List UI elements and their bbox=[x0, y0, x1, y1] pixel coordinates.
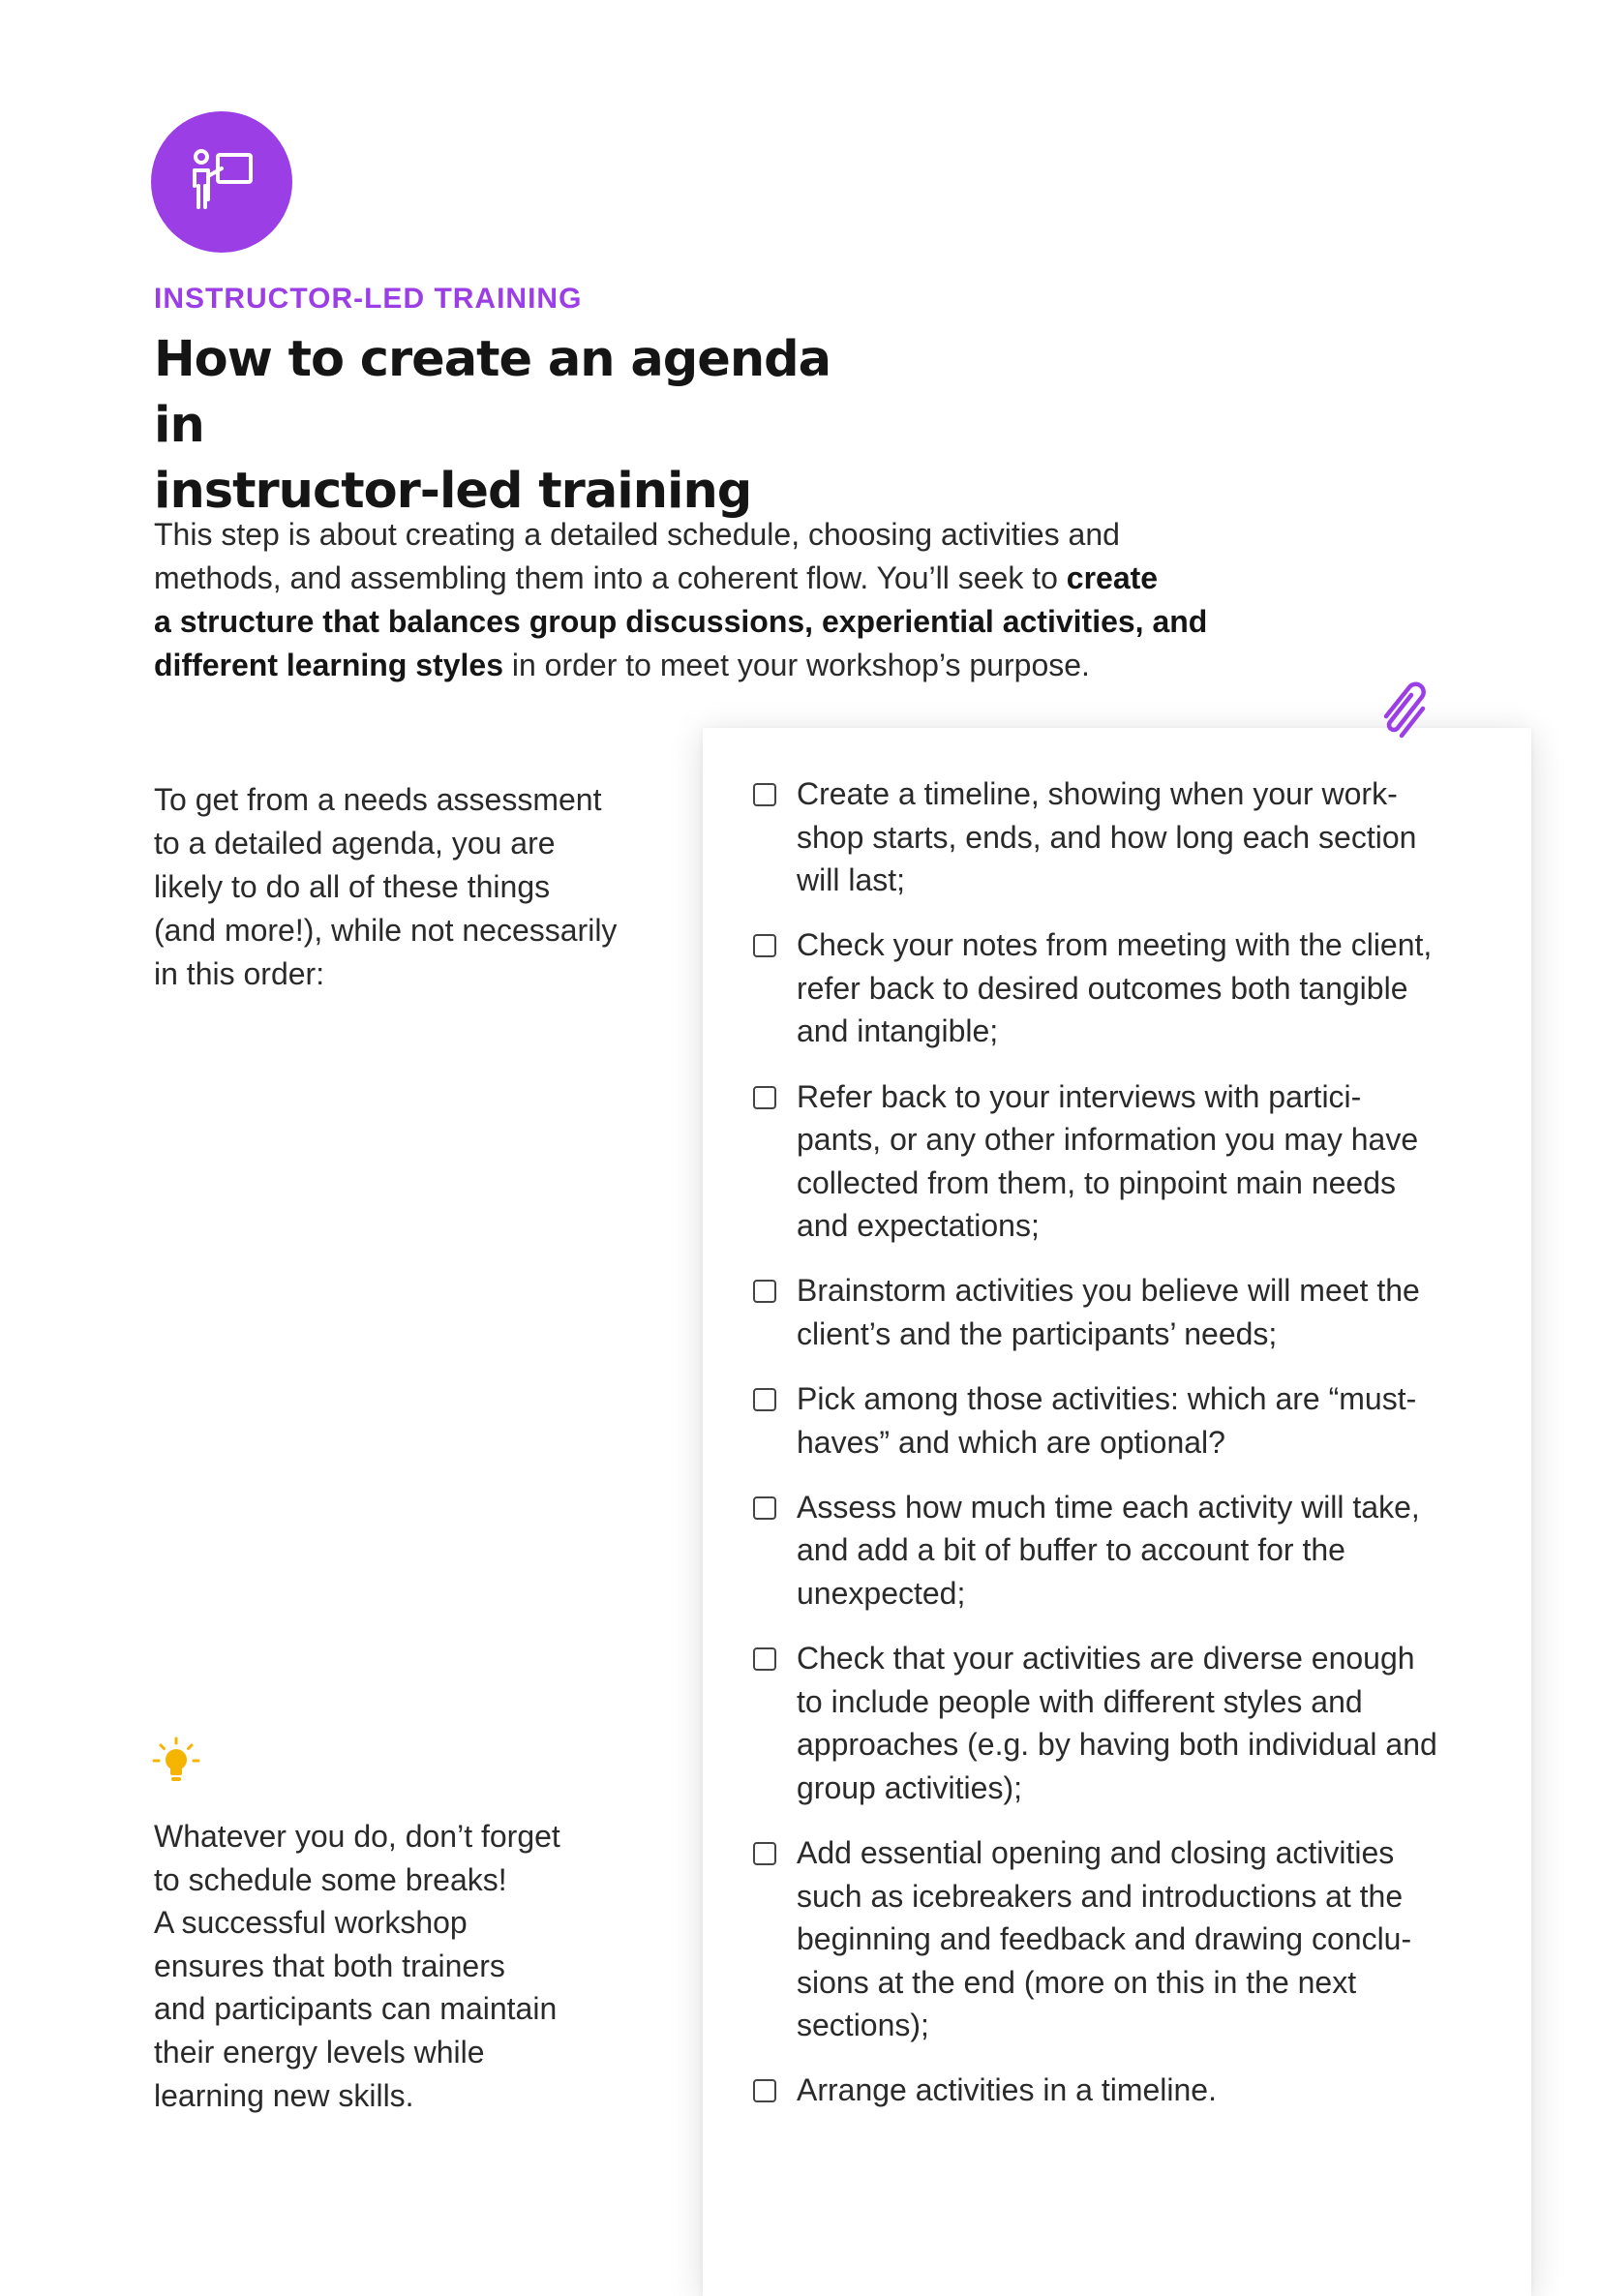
section-eyebrow: INSTRUCTOR-LED TRAINING bbox=[154, 283, 583, 315]
tip-line: and participants can maintain bbox=[154, 1991, 558, 2027]
tip-line: learning new skills. bbox=[154, 2077, 414, 2113]
checklist-item-label bbox=[797, 1831, 1503, 2047]
checklist-item-label bbox=[797, 1637, 1503, 1809]
checklist-line: Refer back to your interviews with partici- bbox=[797, 1078, 1362, 1114]
page-title bbox=[154, 327, 890, 525]
intro-text-2: methods, and assembling them into a coherent flow. You’ll seek to bbox=[154, 560, 1067, 595]
steps-intro-line: in this order: bbox=[154, 956, 325, 991]
checkbox[interactable] bbox=[753, 783, 776, 806]
checklist-line: refer back to desired outcomes both tangible bbox=[797, 970, 1408, 1006]
checklist-item[interactable] bbox=[703, 1831, 1531, 2047]
checkbox[interactable] bbox=[753, 1086, 776, 1109]
checklist-line: Pick among those activities: which are “must- bbox=[797, 1381, 1417, 1417]
checklist-line: Add essential opening and closing activities bbox=[797, 1834, 1395, 1870]
checklist-line: unexpected; bbox=[797, 1576, 966, 1611]
checklist-line: client’s and the participants’ needs; bbox=[797, 1316, 1278, 1352]
checkbox[interactable] bbox=[753, 934, 776, 957]
checklist-line: sions at the end (more on this in the next bbox=[797, 1964, 1357, 2000]
tip-line: their energy levels while bbox=[154, 2034, 485, 2069]
steps-intro-line: (and more!), while not necessarily bbox=[154, 913, 618, 948]
checklist bbox=[703, 772, 1531, 2134]
checklist-item[interactable] bbox=[703, 1269, 1531, 1355]
checklist-line: Assess how much time each activity will take, bbox=[797, 1489, 1420, 1525]
checkbox[interactable] bbox=[753, 1388, 776, 1411]
checklist-line: Arrange activities in a timeline. bbox=[797, 2072, 1217, 2108]
intro-bold-1: create bbox=[1066, 560, 1159, 595]
title-line-1: How to create an agenda in bbox=[154, 331, 831, 454]
checkbox[interactable] bbox=[753, 1647, 776, 1671]
checklist-line: beginning and feedback and drawing conclu- bbox=[797, 1921, 1412, 1957]
tip-line: ensures that both trainers bbox=[154, 1948, 505, 1983]
training-badge bbox=[151, 111, 292, 253]
paperclip-icon bbox=[1373, 676, 1440, 753]
lightbulb-icon bbox=[152, 1737, 200, 1785]
steps-intro-line: To get from a needs assessment bbox=[154, 782, 602, 817]
checklist-line: such as icebreakers and introductions at the bbox=[797, 1878, 1404, 1914]
checklist-item-label bbox=[797, 772, 1503, 902]
checklist-line: Check your notes from meeting with the client, bbox=[797, 927, 1433, 963]
tip-line: to schedule some breaks! bbox=[154, 1861, 507, 1897]
checklist-line: Brainstorm activities you believe will meet the bbox=[797, 1273, 1420, 1309]
intro-text-1: This step is about creating a detailed schedule, choosing activities and bbox=[154, 517, 1120, 552]
checklist-item-label bbox=[797, 2069, 1503, 2112]
checklist-line: to include people with different styles and bbox=[797, 1683, 1363, 1719]
checkbox[interactable] bbox=[753, 2079, 776, 2102]
tip-line: A successful workshop bbox=[154, 1905, 468, 1941]
checklist-line: will last; bbox=[797, 862, 906, 898]
checkbox[interactable] bbox=[753, 1280, 776, 1303]
checklist-line: approaches (e.g. by having both individual and bbox=[797, 1727, 1437, 1763]
steps-intro-text bbox=[154, 778, 657, 996]
checklist-line: and intangible; bbox=[797, 1013, 999, 1049]
intro-bold-2: a structure that balances group discussions, experiential activities, and bbox=[154, 604, 1208, 639]
presenter-board-icon bbox=[181, 141, 262, 223]
intro-paragraph bbox=[154, 513, 1315, 687]
intro-bold-3: different learning styles bbox=[154, 648, 503, 682]
checklist-item-label bbox=[797, 1486, 1503, 1616]
steps-intro-line: to a detailed agenda, you are bbox=[154, 826, 556, 861]
checklist-line: sections); bbox=[797, 2008, 929, 2043]
checklist-item-label bbox=[797, 1377, 1503, 1464]
checklist-item[interactable] bbox=[703, 1075, 1531, 1248]
checkbox[interactable] bbox=[753, 1842, 776, 1865]
checklist-line: collected from them, to pinpoint main needs bbox=[797, 1164, 1396, 1200]
checklist-item-label bbox=[797, 1269, 1503, 1355]
checklist-line: and add a bit of buffer to account for the bbox=[797, 1532, 1345, 1568]
checklist-item[interactable] bbox=[703, 1486, 1531, 1616]
checklist-line: group activities); bbox=[797, 1769, 1022, 1805]
steps-intro-line: likely to do all of these things bbox=[154, 869, 551, 904]
checklist-item[interactable] bbox=[703, 1377, 1531, 1464]
checklist-item[interactable] bbox=[703, 1637, 1531, 1809]
checklist-line: Create a timeline, showing when your work- bbox=[797, 776, 1398, 811]
checklist-line: and expectations; bbox=[797, 1208, 1040, 1244]
checklist-item[interactable] bbox=[703, 772, 1531, 902]
checkbox[interactable] bbox=[753, 1496, 776, 1520]
checklist-item[interactable] bbox=[703, 2069, 1531, 2112]
checklist-item[interactable] bbox=[703, 923, 1531, 1053]
checklist-item-label bbox=[797, 1075, 1503, 1248]
checklist-line: shop starts, ends, and how long each section bbox=[797, 819, 1417, 855]
intro-text-3: in order to meet your workshop’s purpose. bbox=[502, 648, 1090, 682]
breaks-tip bbox=[154, 1815, 638, 2117]
title-line-2: instructor-led training bbox=[154, 463, 752, 520]
checklist-line: pants, or any other information you may have bbox=[797, 1122, 1419, 1158]
checklist-line: haves” and which are optional? bbox=[797, 1424, 1225, 1460]
tip-line: Whatever you do, don’t forget bbox=[154, 1819, 560, 1854]
checklist-line: Check that your activities are diverse enough bbox=[797, 1641, 1415, 1677]
checklist-item-label bbox=[797, 923, 1503, 1053]
checklist-card bbox=[703, 728, 1531, 2296]
